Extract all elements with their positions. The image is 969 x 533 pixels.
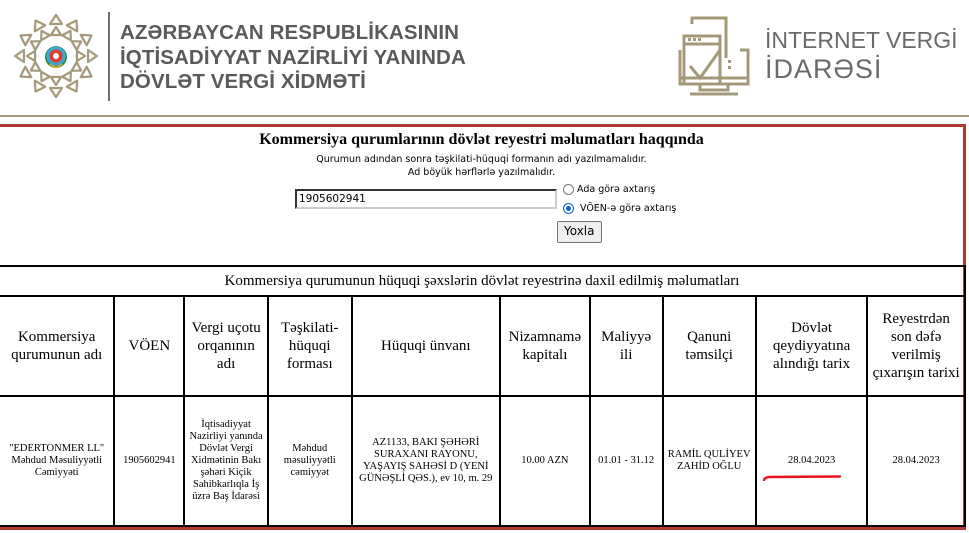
column-header: Maliyyə ili: [590, 296, 663, 396]
column-header: Təşkilati-hüquqi forması: [268, 296, 352, 396]
capital-cell: 10.00 AZN: [500, 396, 590, 526]
column-header: Dövlət qeydiyyatına alındığı tarix: [756, 296, 868, 396]
header-divider: [108, 12, 110, 101]
ministry-name: [120, 21, 466, 95]
legal-form-cell: Məhdud məsuliyyətli cəmiyyət: [268, 396, 352, 526]
search-input[interactable]: 1905602941: [295, 189, 557, 209]
column-header: Kommersiya qurumunun adı: [0, 296, 114, 396]
service-name-line: İNTERNET VERGİ: [765, 27, 958, 53]
radio-button-checked[interactable]: [563, 203, 574, 214]
table-caption-row: [0, 266, 965, 296]
address-cell: AZ1133, BAKI ŞƏHƏRİ SURAXANI RAYONU, YAŞAYIŞ SAHƏSİ D (YENİ GÜNƏŞLİ QƏS.), ev 10, m. 29: [352, 396, 500, 526]
form-title: Kommersiya qurumlarının dövlət reyestri məlumatları haqqında: [259, 131, 704, 148]
search-form: [0, 127, 963, 265]
site-header: [0, 0, 969, 116]
table-row: [0, 396, 965, 526]
red-underline-annotation: [762, 475, 842, 481]
table-header-row: [0, 296, 965, 396]
radio-label: VÖEN-ə görə axtarış: [580, 203, 677, 214]
column-header: VÖEN: [114, 296, 184, 396]
column-header: Qanuni təmsilçi: [663, 296, 756, 396]
radio-button[interactable]: [563, 184, 574, 195]
internet-tax-office-title: [765, 26, 958, 84]
submit-button[interactable]: Yoxla: [557, 221, 602, 243]
company-name: "EDERTONMER LL": [9, 443, 105, 454]
monitor-checkmark-icon: [676, 14, 752, 98]
table-caption: Kommersiya qurumunun hüquqi şəxslərin dövlət reyestrinə daxil edilmiş məlumatları: [0, 266, 965, 296]
column-header: Nizamnamə kapitalı: [500, 296, 590, 396]
header-underline: [0, 115, 969, 117]
registration-date: [788, 455, 835, 467]
registration-date-text: 28.04.2023: [787, 455, 836, 466]
registry-table: [0, 265, 966, 527]
ministry-name-line: AZƏRBAYCAN RESPUBLİKASININ: [120, 21, 460, 44]
representative-cell: RAMİL QULİYEV ZAHİD OĞLU: [663, 396, 756, 526]
service-name-line: İDARƏSİ: [765, 54, 883, 84]
column-header: Vergi uçotu orqanının adı: [184, 296, 268, 396]
voen-cell: 1905602941: [114, 396, 184, 526]
column-header: Hüquqi ünvanı: [352, 296, 500, 396]
last-extract-date-cell: 28.04.2023: [867, 396, 965, 526]
column-header: Reyestrdən son dəfə verilmiş çıxarışın tarixi: [867, 296, 965, 396]
ministry-name-line: DÖVLƏT VERGİ XİDMƏTİ: [120, 70, 366, 93]
ministry-name-line: İQTİSADİYYAT NAZİRLİYİ YANINDA: [120, 45, 466, 69]
form-note: Ad böyük hərflərlə yazılmalıdır.: [407, 167, 556, 178]
radio-search-by-voen[interactable]: [563, 203, 676, 214]
radio-label: Ada görə axtarış: [577, 184, 656, 195]
company-legal-name: Məhdud Məsuliyyətli Cəmiyyəti: [11, 455, 103, 478]
fiscal-year-cell: 01.01 - 31.12: [590, 396, 663, 526]
radio-search-by-name[interactable]: [563, 184, 655, 195]
state-tax-service-emblem-icon: [12, 12, 100, 100]
registry-panel: [0, 124, 966, 530]
registration-date-cell: [756, 396, 868, 526]
tax-office-cell: İqtisadiyyat Nazirliyi yanında Dövlət Vergi Xidmətinin Bakı şəhəri Kiçik Sahibkarlıqla İş üzrə Baş İdarəsi: [184, 396, 268, 526]
form-note: Qurumun adından sonra təşkilati-hüquqi formanın adı yazılmamalıdır.: [316, 154, 647, 165]
company-name-cell: [0, 396, 114, 526]
